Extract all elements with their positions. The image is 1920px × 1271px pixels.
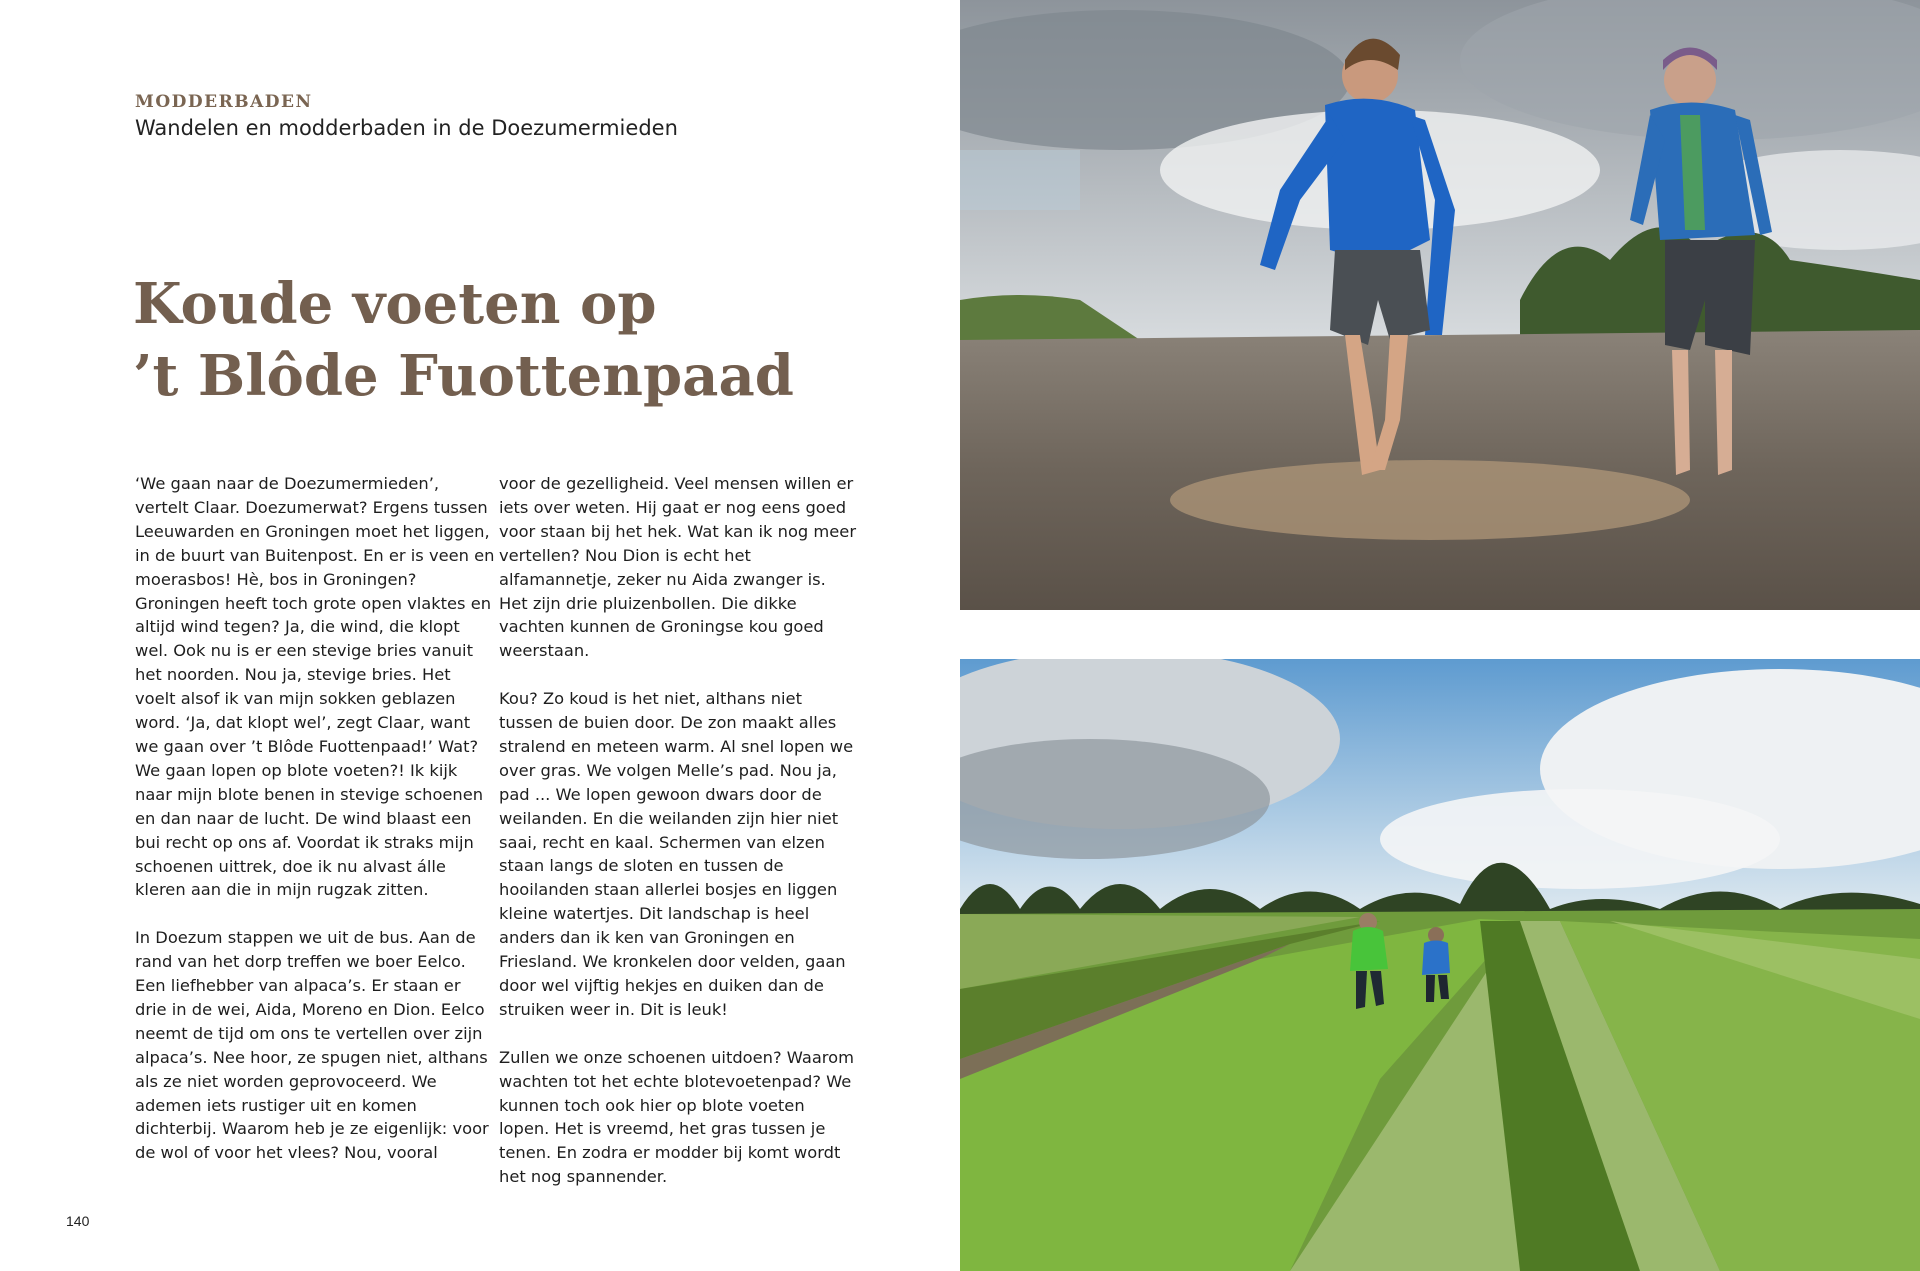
right-page (960, 0, 1920, 1271)
paragraph: Kou? Zo koud is het niet, althans niet tussen de buien door. De zon maakt alles stralend en meteen warm. Al snel lopen we over gras. We volgen Melle’s pad. Nou ja, pad ... We lopen gewoon dwars door de weilanden. En die weilanden zijn hier niet saai, recht en kaal. Schermen van elzen staan langs de sloten en tussen de hooilanden staan allerlei bosjes en liggen kleine watertjes. Dit landschap is heel anders dan ik ken van Groningen en Friesland. We kronkelen door velden, gaan door wel vijftig hekjes en duiken dan de struiken weer in. Dit is leuk! (499, 689, 854, 1019)
paragraph: voor de gezelligheid. Veel mensen willen er iets over weten. Hij gaat er nog eens goed voor staan bij het hek. Wat kan ik nog meer vertellen? Nou Dion is echt het alfamannetje, zeker nu Aida zwanger is. Het zijn drie pluizenbollen. Die dikke vachten kunnen de Groningse kou goed weerstaan. (499, 474, 857, 661)
paragraph: In Doezum stappen we uit de bus. Aan de rand van het dorp treffen we boer Eelco. Een liefhebber van alpaca’s. Er staan er drie in de wei, Aida, Moreno en Dion. Eelco neemt de tijd om ons te vertellen over zijn alpaca’s. Nee hoor, ze spugen niet, althans als ze niet worden geprovoceerd. We ademen iets rustiger uit en komen dichterbij. Waarom heb je ze eigenlijk: voor de wol of voor het vlees? Nou, vooral (135, 928, 489, 1163)
headline-line-1: Koude voeten op (133, 271, 657, 337)
paragraph: ‘We gaan naar de Doezumermieden’, vertelt Claar. Doezumerwat? Ergens tussen Leeuwarden en Groningen moet het liggen, in de buurt van Buitenpost. En er is veen en moerasbos! Hè, bos in Groningen? Groningen heeft toch grote open vlaktes en altijd wind tegen? Ja, die wind, die klopt wel. Ook nu is er een stevige bries vanuit het noorden. Nou ja, stevige bries. Het voelt alsof ik van mijn sokken geblazen word. ‘Ja, dat klopt wel’, zegt Claar, want we gaan over ’t Blôde Fuottenpaad!’ Wat? We gaan lopen op blote voeten?! Ik kijk naar mijn blote benen in stevige schoenen en dan naar de lucht. De wind blaast een bui recht op ons af. Voordat ik straks mijn schoenen uittrek, doe ik nu alvast álle kleren aan die in mijn rugzak zitten. (135, 474, 495, 900)
photo-walking-through-fields (960, 659, 1920, 1271)
paragraph: Zullen we onze schoenen uitdoen? Waarom wachten tot het echte blotevoetenpad? We kunnen toch ook hier op blote voeten lopen. Het is vreemd, het gras tussen je tenen. En zodra er modder bij komt wordt het nog spannender. (499, 1047, 854, 1187)
page-number: 140 (66, 1213, 90, 1229)
article-headline (133, 268, 893, 412)
section-kicker: MODDERBADEN (135, 92, 313, 112)
section-subtitle: Wandelen en modderbaden in de Doezumermieden (135, 116, 678, 140)
body-column-1 (135, 472, 495, 1189)
headline-line-2: ’t Blôde Fuottenpaad (133, 343, 794, 409)
body-column-2 (499, 472, 859, 1213)
photo-wading-in-water (960, 0, 1920, 610)
